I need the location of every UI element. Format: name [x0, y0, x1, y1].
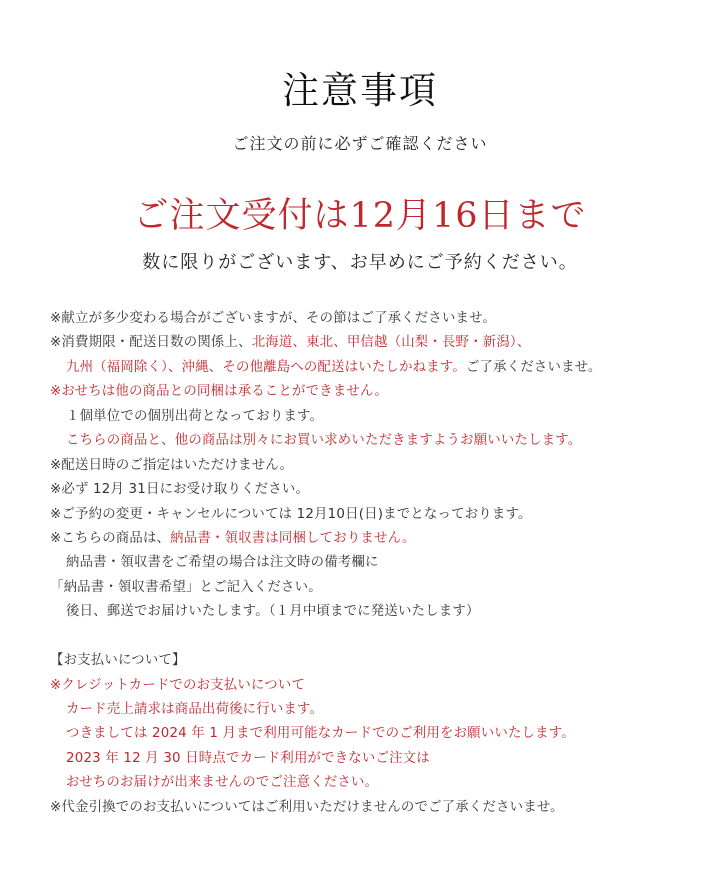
notes-section	[50, 307, 710, 820]
note-invoice-prefix: ※こちらの商品は、	[50, 530, 171, 546]
note-separate-purchase: こちらの商品と、他の商品は別々にお買い求めいただきますようお願いいたします。	[66, 433, 582, 449]
spacer	[50, 625, 710, 649]
note-receive-date: ※必ず 12月 31日にお受け取りください。	[50, 482, 310, 498]
payment-heading: 【お支払いについて】	[50, 653, 186, 669]
reservation-note: 数に限りがございます、お早めにご予約ください。	[142, 252, 578, 273]
note-no-date: ※配送日時のご指定はいただけません。	[50, 457, 294, 473]
note-shipping	[50, 331, 710, 355]
note-invoice-later: 後日、郵送でお届けいたします。（１月中頃までに発送いたします）	[66, 604, 480, 620]
note-shipping-prefix: ※消費期限・配送日数の関係上、	[50, 335, 252, 351]
note-change-cancel: ※ご予約の変更・キャンセルについては 12月10日(日)までとなっております。	[50, 506, 532, 522]
page-subtitle: ご注文の前に必ずご確認ください	[232, 134, 488, 153]
note-kyushu-suffix: ご了承くださいませ。	[465, 359, 602, 375]
payment-card-title: ※クレジットカードでのお支払いについて	[50, 677, 306, 693]
note-individual-shipping: １個単位での個別出荷となっております。	[66, 408, 324, 424]
note-invoice	[50, 527, 710, 551]
note-kyushu-regions: 九州（福岡除く）、沖縄、その他離島への配送はいたしかねます。	[66, 359, 466, 375]
note-invoice-request: 納品書・領収書をご希望の場合は注文時の備考欄に	[66, 555, 379, 571]
note-invoice-quote: 「納品書・領収書希望」とご記入ください。	[50, 579, 322, 595]
payment-cod: ※代金引換でのお支払いについてはご利用いただけませんのでご了承くださいませ。	[50, 799, 564, 815]
payment-card-notice: おせちのお届けが出来ませんのでご注意ください。	[66, 775, 379, 791]
note-invoice-warning: 納品書・領収書は同梱しておりません。	[170, 530, 416, 546]
note-shipping-regions: 北海道、東北、甲信越（山梨・長野・新潟）、	[251, 335, 531, 351]
note-menu-change: ※献立が多少変わる場合がございますが、その節はご了承くださいませ。	[50, 311, 496, 326]
note-kyushu	[50, 356, 710, 380]
order-deadline: ご注文受付は12月16日まで	[133, 196, 587, 236]
payment-card-request: つきましては 2024 年 1 月まで利用可能なカードでのご利用をお願いいたします。	[66, 726, 575, 742]
payment-card-billing: カード売上請求は商品出荷後に行います。	[66, 702, 324, 717]
note-bundle-warning: ※おせちは他の商品との同梱は承ることができません。	[50, 384, 388, 400]
payment-card-date: 2023 年 12 月 30 日時点でカード利用ができないご注文は	[66, 750, 430, 766]
page-title: 注意事項	[282, 69, 438, 112]
